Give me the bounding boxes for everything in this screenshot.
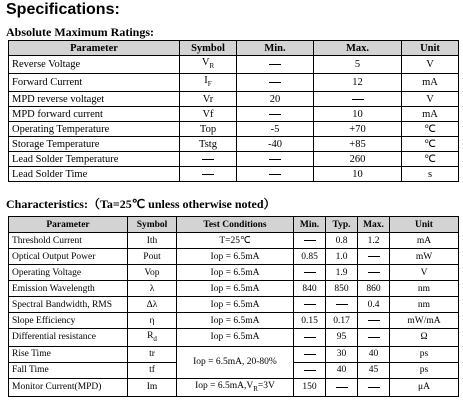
table-cell: mW/mA bbox=[390, 313, 459, 329]
parameter-cell: Optical Output Power bbox=[9, 249, 128, 265]
dash-mark bbox=[304, 304, 316, 305]
parameter-cell: Operating Temperature bbox=[9, 122, 180, 137]
table-cell: 45 bbox=[358, 362, 390, 378]
table-row bbox=[9, 233, 459, 249]
table-cell bbox=[294, 329, 326, 347]
table-cell: -40 bbox=[237, 137, 314, 152]
table-row bbox=[9, 313, 459, 329]
parameter-cell: Forward Current bbox=[9, 74, 180, 92]
table-cell bbox=[358, 249, 390, 265]
column-header: Test Conditions bbox=[177, 217, 294, 233]
column-header: Symbol bbox=[180, 41, 237, 56]
dash-mark bbox=[304, 240, 316, 241]
parameter-cell: Lead Solder Temperature bbox=[9, 152, 180, 167]
table-cell: nm bbox=[390, 297, 459, 313]
table-cell: 0.15 bbox=[294, 313, 326, 329]
table-cell bbox=[294, 233, 326, 249]
table-cell: Iop = 6.5mA bbox=[177, 329, 294, 347]
table-cell: 0.85 bbox=[294, 249, 326, 265]
parameter-cell: Emission Wavelength bbox=[9, 281, 128, 297]
absolute-max-ratings-table bbox=[8, 40, 459, 182]
table-cell: Im bbox=[128, 378, 177, 396]
table-cell: 850 bbox=[326, 281, 358, 297]
table-cell: ps bbox=[390, 362, 459, 378]
table-cell: Vr bbox=[180, 92, 237, 107]
column-header: Symbol bbox=[128, 217, 177, 233]
table-cell: mA bbox=[402, 107, 459, 122]
dash-mark bbox=[336, 304, 348, 305]
table-cell: Iop = 6.5mA bbox=[177, 249, 294, 265]
dash-mark bbox=[368, 272, 380, 273]
parameter-cell: Fall Time bbox=[9, 362, 128, 378]
table-cell: $R_d$ bbox=[128, 329, 177, 347]
table-cell: +85 bbox=[314, 137, 402, 152]
table-cell: 1.9 bbox=[326, 265, 358, 281]
characteristics-section-title: Characteristics:（Ta=25℃ unless otherwise noted） bbox=[6, 197, 276, 211]
table-cell: 20 bbox=[237, 92, 314, 107]
table-row bbox=[9, 137, 459, 152]
table-cell: μA bbox=[390, 378, 459, 396]
table-cell: mA bbox=[402, 74, 459, 92]
dash-mark bbox=[368, 387, 380, 388]
table-cell: 12 bbox=[314, 74, 402, 92]
table-row bbox=[9, 122, 459, 137]
table-row bbox=[9, 92, 459, 107]
table-cell bbox=[294, 362, 326, 378]
table-cell: Vop bbox=[128, 265, 177, 281]
table-cell: 860 bbox=[358, 281, 390, 297]
table-row bbox=[9, 329, 459, 347]
parameter-cell: Lead Solder Time bbox=[9, 167, 180, 182]
table-cell bbox=[237, 74, 314, 92]
parameter-cell: Operating Voltage bbox=[9, 265, 128, 281]
table-row bbox=[9, 249, 459, 265]
table-cell bbox=[180, 152, 237, 167]
column-header: Max. bbox=[358, 217, 390, 233]
table-row bbox=[9, 265, 459, 281]
table-cell: V bbox=[402, 56, 459, 74]
table-cell bbox=[358, 378, 390, 396]
dash-mark bbox=[269, 114, 281, 115]
table-cell: Ith bbox=[128, 233, 177, 249]
table-cell: Iop = 6.5mA, 20-80% bbox=[177, 346, 294, 378]
table-row bbox=[9, 107, 459, 122]
table-cell: 1.0 bbox=[326, 249, 358, 265]
table-cell bbox=[294, 297, 326, 313]
table-cell: 1.2 bbox=[358, 233, 390, 249]
table-cell: V bbox=[390, 265, 459, 281]
table-cell: 840 bbox=[294, 281, 326, 297]
table-cell: nm bbox=[390, 281, 459, 297]
amr-section-title: Absolute Maximum Ratings: bbox=[6, 25, 155, 39]
dash-mark bbox=[352, 99, 364, 100]
column-header: Min. bbox=[294, 217, 326, 233]
column-header: Unit bbox=[390, 217, 459, 233]
table-cell: $I_F$ bbox=[180, 74, 237, 92]
parameter-cell: Monitor Current(MPD) bbox=[9, 378, 128, 396]
table-cell: Tstg bbox=[180, 137, 237, 152]
table-row bbox=[9, 297, 459, 313]
table-cell: 150 bbox=[294, 378, 326, 396]
dash-mark bbox=[368, 320, 380, 321]
parameter-cell: Threshold Current bbox=[9, 233, 128, 249]
table-cell: Iop = 6.5mA bbox=[177, 265, 294, 281]
table-cell: 0.17 bbox=[326, 313, 358, 329]
table-cell: Top bbox=[180, 122, 237, 137]
table-row bbox=[9, 378, 459, 396]
column-header: Unit bbox=[402, 41, 459, 56]
table-cell: ps bbox=[390, 346, 459, 362]
table-header-row bbox=[9, 217, 459, 233]
table-cell: -5 bbox=[237, 122, 314, 137]
parameter-cell: Rise Time bbox=[9, 346, 128, 362]
table-cell: Iop = $6.5mA,V_R=3V$ bbox=[177, 378, 294, 396]
dash-mark bbox=[304, 272, 316, 273]
column-header: Parameter bbox=[9, 41, 180, 56]
table-cell: Ω bbox=[390, 329, 459, 347]
table-cell: 30 bbox=[326, 346, 358, 362]
dash-mark bbox=[304, 337, 316, 338]
table-cell: 260 bbox=[314, 152, 402, 167]
dash-mark bbox=[304, 370, 316, 371]
table-cell: tf bbox=[128, 362, 177, 378]
characteristics-table bbox=[8, 216, 459, 397]
dash-mark bbox=[269, 159, 281, 160]
table-cell: Iop = 6.5mA bbox=[177, 281, 294, 297]
dash-mark bbox=[202, 159, 214, 160]
table-cell bbox=[237, 152, 314, 167]
table-cell: tr bbox=[128, 346, 177, 362]
table-row bbox=[9, 281, 459, 297]
table-cell: ℃ bbox=[402, 152, 459, 167]
table-cell: Vf bbox=[180, 107, 237, 122]
table-cell: mA bbox=[390, 233, 459, 249]
table-cell: Δλ bbox=[128, 297, 177, 313]
table-cell: $V_R$ bbox=[180, 56, 237, 74]
table-cell: 0.4 bbox=[358, 297, 390, 313]
table-cell: ℃ bbox=[402, 122, 459, 137]
table-cell: 0.8 bbox=[326, 233, 358, 249]
table-cell: ℃ bbox=[402, 137, 459, 152]
parameter-cell: Spectral Bandwidth, RMS bbox=[9, 297, 128, 313]
table-row bbox=[9, 346, 459, 362]
parameter-cell: MPD reverse voltaget bbox=[9, 92, 180, 107]
table-cell: s bbox=[402, 167, 459, 182]
table-cell bbox=[358, 265, 390, 281]
table-cell bbox=[237, 107, 314, 122]
table-cell bbox=[237, 167, 314, 182]
table-cell bbox=[237, 56, 314, 74]
table-cell: mW bbox=[390, 249, 459, 265]
table-cell: 95 bbox=[326, 329, 358, 347]
parameter-cell: Storage Temperature bbox=[9, 137, 180, 152]
table-cell: 5 bbox=[314, 56, 402, 74]
dash-mark bbox=[336, 387, 348, 388]
table-cell bbox=[326, 378, 358, 396]
table-cell bbox=[358, 313, 390, 329]
table-header-row bbox=[9, 41, 459, 56]
table-row bbox=[9, 56, 459, 74]
table-cell: Pout bbox=[128, 249, 177, 265]
table-cell: Iop = 6.5mA bbox=[177, 313, 294, 329]
table-cell: λ bbox=[128, 281, 177, 297]
column-header: Min. bbox=[237, 41, 314, 56]
table-cell bbox=[294, 265, 326, 281]
dash-mark bbox=[304, 354, 316, 355]
table-cell: 10 bbox=[314, 167, 402, 182]
parameter-cell: MPD forward current bbox=[9, 107, 180, 122]
dash-mark bbox=[269, 174, 281, 175]
dash-mark bbox=[368, 256, 380, 257]
page-title: Specifications: bbox=[6, 1, 120, 18]
table-cell: 10 bbox=[314, 107, 402, 122]
dash-mark bbox=[202, 174, 214, 175]
table-row bbox=[9, 152, 459, 167]
table-cell bbox=[358, 329, 390, 347]
parameter-cell: Reverse Voltage bbox=[9, 56, 180, 74]
column-header: Typ. bbox=[326, 217, 358, 233]
column-header: Parameter bbox=[9, 217, 128, 233]
table-cell: +70 bbox=[314, 122, 402, 137]
table-row bbox=[9, 167, 459, 182]
table-cell bbox=[180, 167, 237, 182]
table-cell bbox=[326, 297, 358, 313]
table-cell bbox=[294, 346, 326, 362]
table-cell: V bbox=[402, 92, 459, 107]
parameter-cell: Differential resistance bbox=[9, 329, 128, 347]
dash-mark bbox=[269, 82, 281, 83]
parameter-cell: Slope Efficiency bbox=[9, 313, 128, 329]
dash-mark bbox=[269, 64, 281, 65]
column-header: Max. bbox=[314, 41, 402, 56]
dash-mark bbox=[368, 337, 380, 338]
table-row bbox=[9, 74, 459, 92]
table-cell bbox=[314, 92, 402, 107]
table-cell: η bbox=[128, 313, 177, 329]
table-cell: T=25℃ bbox=[177, 233, 294, 249]
table-cell: 40 bbox=[358, 346, 390, 362]
table-cell: Iop = 6.5mA bbox=[177, 297, 294, 313]
table-cell: 40 bbox=[326, 362, 358, 378]
